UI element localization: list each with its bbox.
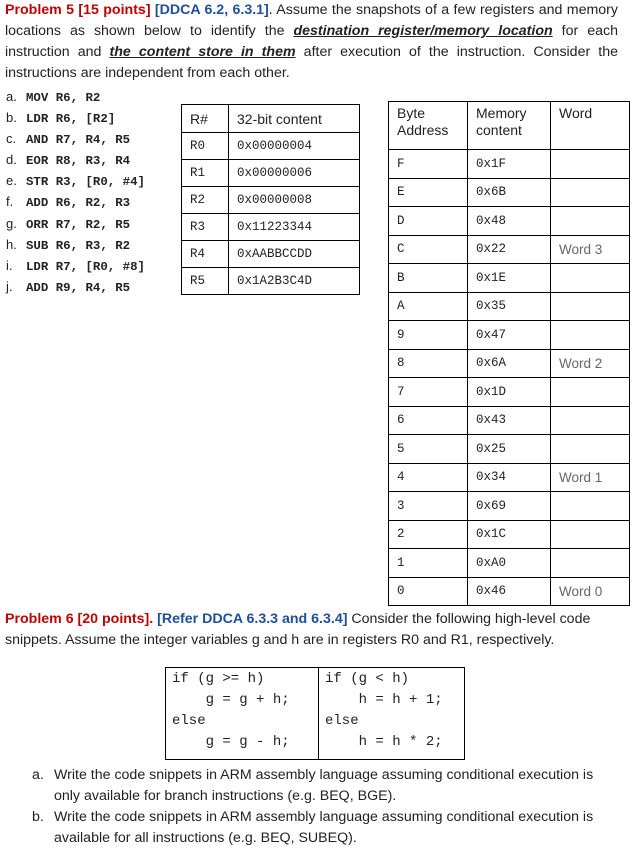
problem5-label: Problem 5 [15 points] (5, 2, 151, 18)
instruction-item: a. MOV R6, R2 (6, 89, 101, 105)
question-item: b. Write the code snippets in ARM assembly language assuming conditional execution is available for all instructions (e.g. BEQ, SUBEQ). (32, 809, 594, 846)
problem5-ref: [DDCA 6.2, 6.3.1] (154, 2, 269, 18)
memory-row (389, 235, 630, 264)
memory-row (389, 292, 630, 321)
memory-row (389, 207, 630, 236)
memory-row (389, 378, 630, 407)
byte-address-header: Byte Address (389, 102, 468, 150)
memory-row (389, 406, 630, 435)
memory-address: 7 (389, 378, 468, 407)
memory-word-label: Word 3 (551, 235, 630, 264)
instruction-item: c. AND R7, R4, R5 (6, 131, 131, 148)
memory-address: 1 (389, 549, 468, 578)
code-snippets-table (165, 667, 465, 760)
memory-row (389, 264, 630, 293)
problem5-text2: for each instruction and (5, 23, 618, 60)
memory-content: 0x35 (468, 292, 551, 321)
memory-content: 0x1F (468, 150, 551, 179)
instruction-item: g. ORR R7, R2, R5 (6, 215, 131, 232)
memory-row (389, 549, 630, 578)
memory-address: 9 (389, 321, 468, 350)
memory-word-label (551, 520, 630, 549)
register-row: R2 0x00000008 (182, 187, 360, 214)
register-row: R4 0xAABBCCDD (182, 241, 360, 268)
memory-word-label (551, 264, 630, 293)
word-header: Word (551, 102, 630, 150)
memory-word-label (551, 150, 630, 179)
memory-content: 0x1C (468, 520, 551, 549)
memory-content: 0x43 (468, 406, 551, 435)
problem6-text: Consider the following high-level code snippets. Assume the integer variables g and h are in registers R0 and R1, respectively. (5, 611, 591, 648)
problem5-emph2: the content store in them (109, 44, 296, 60)
memory-address: 8 (389, 349, 468, 378)
memory-row (389, 349, 630, 378)
memory-address: 3 (389, 492, 468, 521)
memory-address: D (389, 207, 468, 236)
memory-address: C (389, 235, 468, 264)
memory-word-label (551, 492, 630, 521)
instruction-item: e. STR R3, [R0, #4] (6, 173, 145, 190)
memory-content: 0x25 (468, 435, 551, 464)
instruction-item: d. EOR R8, R3, R4 (6, 152, 131, 169)
memory-content: 0x22 (468, 235, 551, 264)
register-row: R3 0x11223344 (182, 214, 360, 241)
memory-address: 5 (389, 435, 468, 464)
instruction-item: f. ADD R6, R2, R3 (6, 194, 131, 211)
register-col-header: 32-bit content (229, 105, 360, 133)
problem5-intro (5, 0, 618, 84)
memory-content: 0x1E (468, 264, 551, 293)
memory-content: 0x47 (468, 321, 551, 350)
instruction-list (6, 87, 145, 298)
memory-content: 0x1D (468, 378, 551, 407)
problem5-text1: . Assume the snapshots of a few registers and memory locations as shown below to identify the (5, 2, 618, 39)
memory-address: A (389, 292, 468, 321)
memory-row (389, 321, 630, 350)
memory-word-label (551, 207, 630, 236)
memory-word-label (551, 178, 630, 207)
register-row: R5 0x1A2B3C4D (182, 268, 360, 295)
memory-address: B (389, 264, 468, 293)
memory-content: 0x6A (468, 349, 551, 378)
instruction-item: i. LDR R7, [R0, #8] (6, 257, 145, 274)
instruction-item: h. SUB R6, R3, R2 (6, 236, 131, 253)
register-header-row (182, 105, 360, 133)
problem5-emph1: destination register/memory location (293, 23, 553, 39)
memory-header-row (389, 102, 630, 150)
register-row: R0 0x00000004 (182, 133, 360, 160)
memory-row (389, 577, 630, 606)
memory-word-label (551, 321, 630, 350)
memory-content-header: Memory content (468, 102, 551, 150)
memory-word-label (551, 549, 630, 578)
memory-address: F (389, 150, 468, 179)
register-table (181, 104, 360, 295)
memory-content: 0x34 (468, 463, 551, 492)
memory-word-label (551, 435, 630, 464)
memory-word-label (551, 292, 630, 321)
memory-address: 2 (389, 520, 468, 549)
memory-row (389, 435, 630, 464)
memory-word-label (551, 406, 630, 435)
question-item: a. Write the code snippets in ARM assembly language assuming conditional execution is only available for branch instructions (e.g. BEQ, BGE). (32, 767, 594, 804)
code-snippet-right: if (g < h) h = h + 1; else h = h * 2; (319, 668, 465, 760)
memory-word-label: Word 0 (551, 577, 630, 606)
register-col-header: R# (182, 105, 229, 133)
memory-address: 4 (389, 463, 468, 492)
code-snippet-left: if (g >= h) g = g + h; else g = g - h; (166, 668, 319, 760)
memory-content: 0x69 (468, 492, 551, 521)
memory-row (389, 520, 630, 549)
memory-content: 0x48 (468, 207, 551, 236)
memory-row (389, 178, 630, 207)
instruction-item: j. ADD R9, R4, R5 (6, 278, 131, 295)
problem6-label: Problem 6 [20 points]. (5, 611, 154, 627)
memory-row (389, 150, 630, 179)
memory-word-label (551, 378, 630, 407)
problem5-text3: after execution of the instruction. Consider the instructions are independent from each other. (5, 44, 619, 81)
register-row: R1 0x00000006 (182, 160, 360, 187)
memory-row (389, 492, 630, 521)
memory-address: E (389, 178, 468, 207)
memory-word-label: Word 1 (551, 463, 630, 492)
memory-table (388, 101, 630, 606)
problem6-intro (5, 609, 605, 651)
memory-content: 0x46 (468, 577, 551, 606)
memory-content: 0xA0 (468, 549, 551, 578)
question-list (32, 765, 622, 849)
memory-word-label: Word 2 (551, 349, 630, 378)
memory-row (389, 463, 630, 492)
instruction-item: b. LDR R6, [R2] (6, 110, 116, 127)
memory-content: 0x6B (468, 178, 551, 207)
memory-address: 0 (389, 577, 468, 606)
problem6-ref: [Refer DDCA 6.3.3 and 6.3.4] (157, 611, 348, 627)
memory-address: 6 (389, 406, 468, 435)
